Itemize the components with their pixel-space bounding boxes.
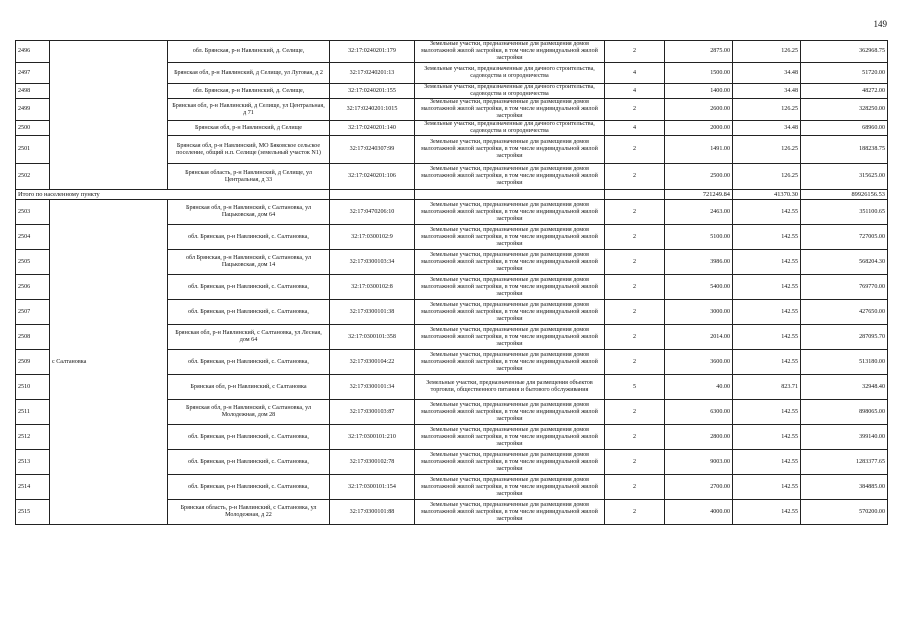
area-cell: 3600.00: [665, 350, 733, 375]
address-cell: обл. Брянская, р-н Навлинский, с. Салтановка,: [168, 475, 330, 500]
address-cell: обл. Брянская, р-н Навлинский, с. Салтановка,: [168, 300, 330, 325]
specific-value-cell: 126.25: [733, 164, 801, 190]
total-rate: 41370.30: [733, 190, 801, 200]
address-cell: обл. Брянская, р-н Навлинский, д. Селище,: [168, 84, 330, 99]
area-cell: 2000.00: [665, 121, 733, 136]
row-number: 2499: [16, 99, 50, 121]
area-cell: 4000.00: [665, 500, 733, 525]
area-cell: 2500.00: [665, 164, 733, 190]
category-code-cell: 2: [605, 136, 665, 164]
address-cell: обл Брянская, р-н Навлинский, с Салтановка, ул Пацьковская, дом 14: [168, 250, 330, 275]
cadastral-value-cell: 68960.00: [801, 121, 888, 136]
cadastral-value-cell: 48272.00: [801, 84, 888, 99]
address-cell: обл. Брянская, р-н Навлинский, с. Салтановка,: [168, 275, 330, 300]
row-number: 2502: [16, 164, 50, 190]
specific-value-cell: 142.55: [733, 325, 801, 350]
cadastral-number-cell: 32:17:0300101:34: [330, 375, 415, 400]
area-cell: 5400.00: [665, 275, 733, 300]
cadastral-value-cell: 727005.00: [801, 225, 888, 250]
land-category-cell: Земельные участки, предназначенные для размещения домов малоэтажной жилой застройки, в том числе индивидуальной жилой застройки: [415, 136, 605, 164]
row-number: 2500: [16, 121, 50, 136]
category-code-cell: 4: [605, 63, 665, 84]
cadastral-number-cell: 32:17:0240201:13: [330, 63, 415, 84]
land-category-cell: Земельные участки, предназначенные для размещения домов малоэтажной жилой застройки, в том числе индивидуальной жилой застройки: [415, 475, 605, 500]
row-number: 2513: [16, 450, 50, 475]
specific-value-cell: 142.55: [733, 275, 801, 300]
address-cell: Брянская область, р-н Навлинский, д Селище, ул Центральная, д 33: [168, 164, 330, 190]
settlement-label: с Салтановка: [50, 200, 168, 525]
total-value: 89926156.53: [801, 190, 888, 200]
cadastral-value-cell: 32948.40: [801, 375, 888, 400]
specific-value-cell: 142.55: [733, 200, 801, 225]
address-cell: обл. Брянская, р-н Навлинский, с. Салтановка,: [168, 425, 330, 450]
specific-value-cell: 142.55: [733, 250, 801, 275]
category-code-cell: 2: [605, 164, 665, 190]
land-category-cell: Земельные участки, предназначенные для дачного строительства, садоводства и огородничества: [415, 63, 605, 84]
area-cell: 2014.00: [665, 325, 733, 350]
cadastral-value-cell: 351100.65: [801, 200, 888, 225]
category-code-cell: 2: [605, 325, 665, 350]
specific-value-cell: 142.55: [733, 300, 801, 325]
land-category-cell: Земельные участки, предназначенные для размещения домов малоэтажной жилой застройки, в том числе индивидуальной жилой застройки: [415, 164, 605, 190]
category-code-cell: 2: [605, 250, 665, 275]
category-code-cell: 4: [605, 84, 665, 99]
cadastral-value-cell: 188238.75: [801, 136, 888, 164]
area-cell: 1500.00: [665, 63, 733, 84]
area-cell: 1491.00: [665, 136, 733, 164]
row-number: 2510: [16, 375, 50, 400]
cadastral-number-cell: 32:17:0240201:1015: [330, 99, 415, 121]
area-cell: 1400.00: [665, 84, 733, 99]
row-number: 2501: [16, 136, 50, 164]
category-code-cell: 2: [605, 99, 665, 121]
row-number: 2507: [16, 300, 50, 325]
row-number: 2514: [16, 475, 50, 500]
area-cell: 9003.00: [665, 450, 733, 475]
category-code-cell: 2: [605, 425, 665, 450]
row-number: 2498: [16, 84, 50, 99]
cadastral-number-cell: 32:17:0300101:88: [330, 500, 415, 525]
table-body-block-2: [16, 200, 888, 525]
cadastral-number-cell: 32:17:0300101:358: [330, 325, 415, 350]
total-empty-cell: [415, 190, 605, 200]
row-number: 2505: [16, 250, 50, 275]
area-cell: 6300.00: [665, 400, 733, 425]
address-cell: Брянская обл, р-н Навлинский, с Салтановка, ул Лесная, дом 64: [168, 325, 330, 350]
cadastral-value-cell: 1283377.65: [801, 450, 888, 475]
row-number: 2504: [16, 225, 50, 250]
area-cell: 3986.00: [665, 250, 733, 275]
total-row-group: [16, 190, 888, 200]
row-number: 2509: [16, 350, 50, 375]
cadastral-number-cell: 32:17:0300103:34: [330, 250, 415, 275]
cadastral-value-cell: 570200.00: [801, 500, 888, 525]
row-number: 2506: [16, 275, 50, 300]
cadastral-number-cell: 32:17:0300101:38: [330, 300, 415, 325]
cadastral-number-cell: 32:17:0240201:106: [330, 164, 415, 190]
settlement-cell: [50, 41, 168, 190]
specific-value-cell: 142.55: [733, 425, 801, 450]
land-category-cell: Земельные участки, предназначенные для размещения домов малоэтажной жилой застройки, в том числе индивидуальной жилой застройки: [415, 225, 605, 250]
address-cell: Брянская обл, р-н Навлинский, с Салтановка, ул Молодежная, дом 28: [168, 400, 330, 425]
land-category-cell: Земельные участки, предназначенные для дачного строительства, садоводства и огородничества: [415, 121, 605, 136]
cadastral-number-cell: 32:17:0300103:87: [330, 400, 415, 425]
address-cell: обл. Брянская, р-н Навлинский, с. Салтановка,: [168, 350, 330, 375]
cadastral-number-cell: 32:17:0300102:8: [330, 275, 415, 300]
category-code-cell: 2: [605, 300, 665, 325]
specific-value-cell: 34.48: [733, 121, 801, 136]
land-category-cell: Земельные участки, предназначенные для размещения домов малоэтажной жилой застройки, в том числе индивидуальной жилой застройки: [415, 425, 605, 450]
category-code-cell: 2: [605, 450, 665, 475]
total-label: Итого по населенному пункту: [16, 190, 330, 200]
cadastral-number-cell: 32:17:0240201:179: [330, 41, 415, 63]
specific-value-cell: 823.71: [733, 375, 801, 400]
land-category-cell: Земельные участки, предназначенные для размещения домов малоэтажной жилой застройки, в том числе индивидуальной жилой застройки: [415, 275, 605, 300]
land-category-cell: Земельные участки, предназначенные для размещения домов малоэтажной жилой застройки, в том числе индивидуальной жилой застройки: [415, 450, 605, 475]
cadastral-number-cell: 32:17:0470206:10: [330, 200, 415, 225]
specific-value-cell: 126.25: [733, 41, 801, 63]
category-code-cell: 2: [605, 225, 665, 250]
land-category-cell: Земельные участки, предназначенные для размещения домов малоэтажной жилой застройки, в том числе индивидуальной жилой застройки: [415, 99, 605, 121]
table-body-block-1: [16, 41, 888, 190]
land-category-cell: Земельные участки, предназначенные для дачного строительства, садоводства и огородничества: [415, 84, 605, 99]
cadastral-number-cell: 32:17:0300101:210: [330, 425, 415, 450]
category-code-cell: 2: [605, 200, 665, 225]
area-cell: 5100.00: [665, 225, 733, 250]
category-code-cell: 2: [605, 41, 665, 63]
cadastral-number-cell: 32:17:0300102:78: [330, 450, 415, 475]
row-number: 2515: [16, 500, 50, 525]
row-number: 2496: [16, 41, 50, 63]
address-cell: Брянская область, р-н Навлинский, с Салтановка, ул Молодежная, д 22: [168, 500, 330, 525]
specific-value-cell: 142.55: [733, 350, 801, 375]
cadastral-number-cell: 32:17:0300101:154: [330, 475, 415, 500]
address-cell: Брянская обл, р-н Навлинский, МО Бяковское сельское поселение, общий н.п. Селище (земельный участок N1): [168, 136, 330, 164]
cadastral-value-cell: 769770.00: [801, 275, 888, 300]
total-empty-cell: [605, 190, 665, 200]
address-cell: Брянская обл, р-н Навлинский, д Селище, ул Луговая, д 2: [168, 63, 330, 84]
address-cell: Брянская обл, р-н Навлинский, с Салтановка: [168, 375, 330, 400]
specific-value-cell: 142.55: [733, 400, 801, 425]
cadastral-value-cell: 513180.00: [801, 350, 888, 375]
cadastral-number-cell: 32:17:0240307:99: [330, 136, 415, 164]
land-category-cell: Земельные участки, предназначенные для размещения домов малоэтажной жилой застройки, в том числе индивидуальной жилой застройки: [415, 400, 605, 425]
specific-value-cell: 142.55: [733, 475, 801, 500]
area-cell: 2700.00: [665, 475, 733, 500]
specific-value-cell: 126.25: [733, 136, 801, 164]
address-cell: Брянская обл, р-н Навлинский, с Салтановка, ул Пацьковская, дом 64: [168, 200, 330, 225]
category-code-cell: 4: [605, 121, 665, 136]
address-cell: обл. Брянская, р-н Навлинский, с. Салтановка,: [168, 450, 330, 475]
cadastral-number-cell: 32:17:0300102:9: [330, 225, 415, 250]
total-area: 721249.84: [665, 190, 733, 200]
cadastral-value-cell: 568204.30: [801, 250, 888, 275]
address-cell: обл. Брянская, р-н Навлинский, с. Салтановка,: [168, 225, 330, 250]
cadastral-value-cell: 384885.00: [801, 475, 888, 500]
row-number: 2508: [16, 325, 50, 350]
total-row: [16, 190, 888, 200]
land-category-cell: Земельные участки, предназначенные для размещения домов малоэтажной жилой застройки, в том числе индивидуальной жилой застройки: [415, 200, 605, 225]
category-code-cell: 2: [605, 500, 665, 525]
cadastral-value-cell: 315625.00: [801, 164, 888, 190]
area-cell: 40.00: [665, 375, 733, 400]
land-category-cell: Земельные участки, предназначенные для размещения домов малоэтажной жилой застройки, в том числе индивидуальной жилой застройки: [415, 300, 605, 325]
specific-value-cell: 34.48: [733, 63, 801, 84]
row-number: 2497: [16, 63, 50, 84]
category-code-cell: 2: [605, 400, 665, 425]
category-code-cell: 2: [605, 275, 665, 300]
land-cadastral-value-table: [15, 40, 888, 525]
cadastral-value-cell: 51720.00: [801, 63, 888, 84]
cadastral-number-cell: 32:17:0240201:140: [330, 121, 415, 136]
area-cell: 3000.00: [665, 300, 733, 325]
land-category-cell: Земельные участки, предназначенные для размещения объектов торговли, общественного питания и бытового обслуживания: [415, 375, 605, 400]
category-code-cell: 5: [605, 375, 665, 400]
category-code-cell: 2: [605, 475, 665, 500]
cadastral-value-cell: 362968.75: [801, 41, 888, 63]
cadastral-number-cell: 32:17:0300104:22: [330, 350, 415, 375]
address-cell: обл. Брянская, р-н Навлинский, д. Селище,: [168, 41, 330, 63]
specific-value-cell: 142.55: [733, 450, 801, 475]
specific-value-cell: 142.55: [733, 500, 801, 525]
specific-value-cell: 142.55: [733, 225, 801, 250]
land-category-cell: Земельные участки, предназначенные для размещения домов малоэтажной жилой застройки, в том числе индивидуальной жилой застройки: [415, 500, 605, 525]
area-cell: 2875.00: [665, 41, 733, 63]
category-code-cell: 2: [605, 350, 665, 375]
row-number: 2512: [16, 425, 50, 450]
cadastral-value-cell: 427650.00: [801, 300, 888, 325]
land-category-cell: Земельные участки, предназначенные для размещения домов малоэтажной жилой застройки, в том числе индивидуальной жилой застройки: [415, 250, 605, 275]
address-cell: Брянская обл, р-н Навлинский, д Селище: [168, 121, 330, 136]
area-cell: 2600.00: [665, 99, 733, 121]
cadastral-value-cell: 328250.00: [801, 99, 888, 121]
specific-value-cell: 126.25: [733, 99, 801, 121]
address-cell: Брянская обл, р-н Навлинский, д Селище, ул Центральная, д 71: [168, 99, 330, 121]
row-number: 2511: [16, 400, 50, 425]
area-cell: 2463.00: [665, 200, 733, 225]
table-row: [16, 41, 888, 63]
page-number: 149: [873, 19, 887, 29]
cadastral-number-cell: 32:17:0240201:155: [330, 84, 415, 99]
cadastral-value-cell: 287095.70: [801, 325, 888, 350]
land-category-cell: Земельные участки, предназначенные для размещения домов малоэтажной жилой застройки, в том числе индивидуальной жилой застройки: [415, 41, 605, 63]
land-category-cell: Земельные участки, предназначенные для размещения домов малоэтажной жилой застройки, в том числе индивидуальной жилой застройки: [415, 350, 605, 375]
total-empty-cell: [330, 190, 415, 200]
table-row: [16, 200, 888, 225]
cadastral-value-cell: 399140.00: [801, 425, 888, 450]
area-cell: 2800.00: [665, 425, 733, 450]
cadastral-value-cell: 898065.00: [801, 400, 888, 425]
land-category-cell: Земельные участки, предназначенные для размещения домов малоэтажной жилой застройки, в том числе индивидуальной жилой застройки: [415, 325, 605, 350]
specific-value-cell: 34.48: [733, 84, 801, 99]
row-number: 2503: [16, 200, 50, 225]
